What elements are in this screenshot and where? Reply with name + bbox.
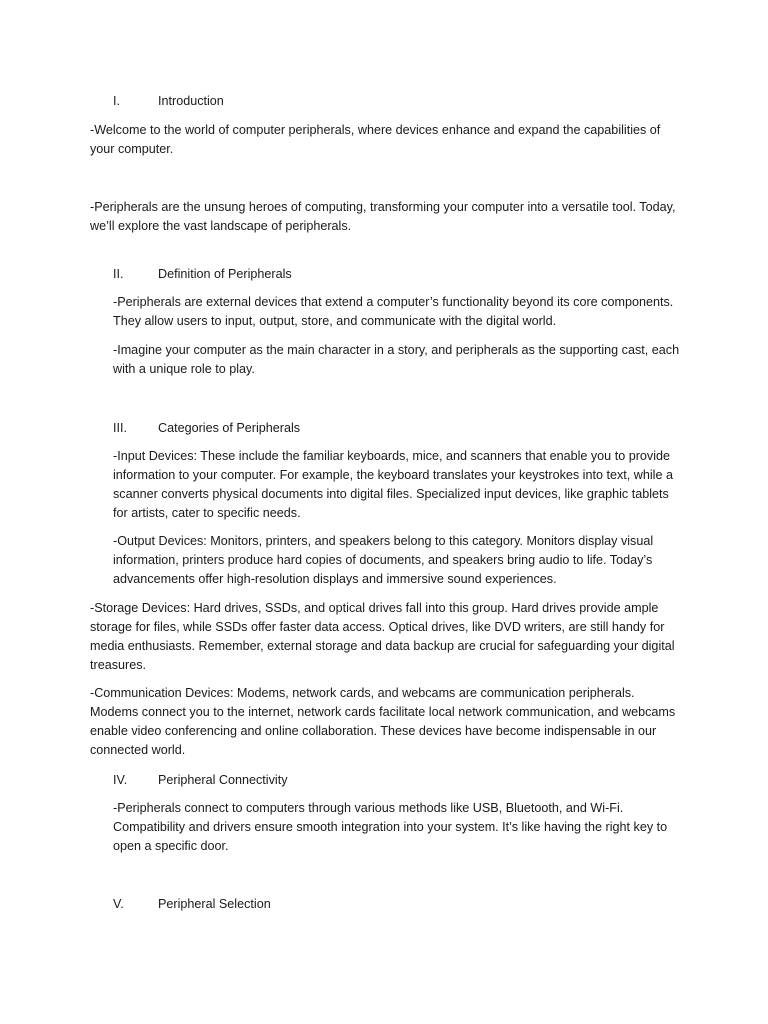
paragraph-input-devices: -Input Devices: These include the familiar keyboards, mice, and scanners that enable you to provide information to your computer. For example, the keyboard translates your keystrokes into text, while a scanner converts physical documents into digital files. Specialized input devices, like graphic tablets for artists, cater to specific needs.: [113, 449, 673, 520]
section-heading-definition: [113, 265, 292, 284]
section-heading-categories: [113, 419, 300, 438]
section-title: Peripheral Selection: [158, 897, 271, 911]
section-heading-introduction: [113, 92, 224, 111]
section-number: III.: [113, 421, 127, 435]
section-title: Definition of Peripherals: [158, 267, 292, 281]
paragraph-connectivity-methods: -Peripherals connect to computers through various methods like USB, Bluetooth, and Wi-Fi. Compatibility and drivers ensure smooth integration into your system. It’s like having the right key to open a specific door.: [113, 801, 668, 853]
paragraph-communication-devices: -Communication Devices: Modems, network cards, and webcams are communication peripherals. Modems connect you to the internet, network cards facilitate local network communication, and webcams enable video conferencing and online collaboration. These devices have become indispensable in our connected world.: [90, 686, 676, 757]
paragraph-storage-devices: -Storage Devices: Hard drives, SSDs, and optical drives fall into this group. Hard drives provide ample storage for files, while SSDs offer faster data access. Optical drives, like DVD writers, are still handy for media enthusiasts. Remember, external storage and data backup are crucial for safeguarding your digital treasures.: [90, 601, 675, 672]
section-number: I.: [113, 94, 120, 108]
paragraph-definition-external: -Peripherals are external devices that extend a computer’s functionality beyond its core components. They allow users to input, output, store, and communicate with the digital world.: [113, 295, 674, 328]
section-number: II.: [113, 267, 124, 281]
section-number: V.: [113, 897, 124, 911]
paragraph-intro-welcome: -Welcome to the world of computer peripherals, where devices enhance and expand the capabilities of your computer.: [90, 123, 661, 156]
paragraph-output-devices: -Output Devices: Monitors, printers, and speakers belong to this category. Monitors display visual information, printers produce hard copies of documents, and speakers bring audio to life. Today’s advancements offer high-resolution displays and immersive sound experiences.: [113, 534, 654, 586]
paragraph-definition-imagine: -Imagine your computer as the main character in a story, and peripherals as the supporting cast, each with a unique role to play.: [113, 343, 680, 376]
section-title: Introduction: [158, 94, 224, 108]
section-number: IV.: [113, 773, 128, 787]
section-heading-connectivity: [113, 771, 288, 790]
paragraph-intro-heroes: -Peripherals are the unsung heroes of computing, transforming your computer into a versatile tool. Today, we’ll explore the vast landscape of peripherals.: [90, 200, 676, 233]
section-title: Categories of Peripherals: [158, 421, 301, 435]
section-title: Peripheral Connectivity: [158, 773, 288, 787]
section-heading-selection: [113, 895, 271, 914]
